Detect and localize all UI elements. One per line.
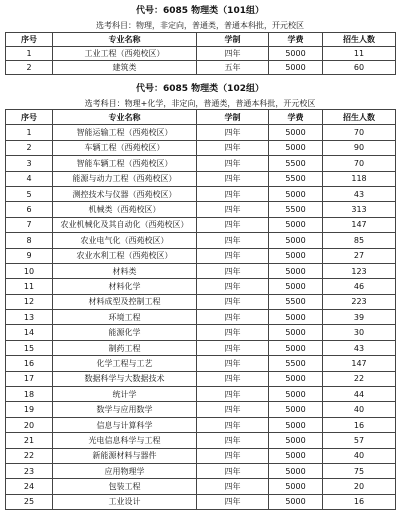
cell-index: 12 [6, 294, 53, 309]
cell-duration: 四年 [197, 233, 269, 248]
table-row [6, 371, 396, 386]
header-major: 专业名称 [53, 110, 197, 125]
cell-index: 10 [6, 263, 53, 278]
cell-duration: 四年 [197, 494, 269, 509]
cell-enrollment: 147 [323, 217, 396, 232]
table-row [6, 156, 396, 171]
cell-enrollment: 70 [323, 156, 396, 171]
cell-duration: 四年 [197, 140, 269, 155]
table-row [6, 140, 396, 155]
cell-major: 数据科学与大数据技术 [53, 371, 197, 386]
cell-tuition: 5000 [269, 233, 323, 248]
cell-major: 材料化学 [53, 279, 197, 294]
cell-enrollment: 16 [323, 417, 396, 432]
cell-enrollment: 30 [323, 325, 396, 340]
table-row [6, 494, 396, 509]
table-row [6, 433, 396, 448]
cell-enrollment: 57 [323, 433, 396, 448]
cell-duration: 四年 [197, 47, 269, 61]
cell-duration: 四年 [197, 417, 269, 432]
cell-enrollment: 313 [323, 202, 396, 217]
section-102-table [5, 109, 396, 510]
cell-index: 15 [6, 340, 53, 355]
cell-tuition: 5500 [269, 171, 323, 186]
cell-index: 1 [6, 125, 53, 140]
cell-enrollment: 90 [323, 140, 396, 155]
cell-duration: 四年 [197, 463, 269, 478]
cell-major: 数学与应用数学 [53, 402, 197, 417]
cell-tuition: 5000 [269, 125, 323, 140]
cell-index: 2 [6, 61, 53, 75]
table-row [6, 294, 396, 309]
table-header-row [6, 110, 396, 125]
section-101-title: 代号：6085 物理类（101组） [136, 6, 264, 16]
cell-duration: 四年 [197, 310, 269, 325]
cell-duration: 四年 [197, 356, 269, 371]
header-index: 序号 [6, 33, 53, 47]
cell-duration: 四年 [197, 279, 269, 294]
cell-index: 2 [6, 140, 53, 155]
header-tuition: 学费 [269, 110, 323, 125]
cell-index: 7 [6, 217, 53, 232]
cell-duration: 四年 [197, 125, 269, 140]
cell-duration: 四年 [197, 202, 269, 217]
table-row [6, 217, 396, 232]
cell-major: 工业设计 [53, 494, 197, 509]
table-row [6, 402, 396, 417]
cell-duration: 四年 [197, 371, 269, 386]
cell-duration: 四年 [197, 402, 269, 417]
section-102-subtitle: 选考科目：物理+化学，非定向，普通类，普通本科批，开元校区 [84, 99, 316, 108]
table-row [6, 448, 396, 463]
cell-major: 车辆工程（西苑校区） [53, 140, 197, 155]
cell-tuition: 5000 [269, 479, 323, 494]
cell-index: 13 [6, 310, 53, 325]
cell-index: 17 [6, 371, 53, 386]
cell-index: 16 [6, 356, 53, 371]
cell-index: 14 [6, 325, 53, 340]
cell-index: 8 [6, 233, 53, 248]
header-duration: 学制 [197, 33, 269, 47]
cell-index: 3 [6, 156, 53, 171]
cell-tuition: 5000 [269, 186, 323, 201]
header-index: 序号 [6, 110, 53, 125]
cell-major: 新能源材料与器件 [53, 448, 197, 463]
cell-tuition: 5000 [269, 387, 323, 402]
cell-tuition: 5000 [269, 279, 323, 294]
section-102-title: 代号：6085 物理类（102组） [136, 84, 264, 94]
cell-duration: 四年 [197, 448, 269, 463]
cell-enrollment: 20 [323, 479, 396, 494]
cell-major: 光电信息科学与工程 [53, 433, 197, 448]
cell-major: 材料类 [53, 263, 197, 278]
cell-major: 制药工程 [53, 340, 197, 355]
cell-index: 18 [6, 387, 53, 402]
cell-major: 工业工程（西苑校区） [53, 47, 197, 61]
cell-enrollment: 123 [323, 263, 396, 278]
header-enrollment: 招生人数 [323, 33, 396, 47]
cell-tuition: 5000 [269, 140, 323, 155]
cell-major: 能源化学 [53, 325, 197, 340]
cell-major: 环境工程 [53, 310, 197, 325]
cell-tuition: 5500 [269, 156, 323, 171]
cell-major: 农业电气化（西苑校区） [53, 233, 197, 248]
table-header-row [6, 33, 396, 47]
header-major: 专业名称 [53, 33, 197, 47]
cell-tuition: 5000 [269, 463, 323, 478]
table-row [6, 387, 396, 402]
cell-tuition: 5000 [269, 371, 323, 386]
cell-tuition: 5000 [269, 325, 323, 340]
cell-tuition: 5500 [269, 202, 323, 217]
cell-index: 24 [6, 479, 53, 494]
cell-major: 应用物理学 [53, 463, 197, 478]
cell-duration: 四年 [197, 263, 269, 278]
cell-enrollment: 46 [323, 279, 396, 294]
cell-tuition: 5000 [269, 263, 323, 278]
cell-tuition: 5000 [269, 310, 323, 325]
cell-duration: 五年 [197, 61, 269, 75]
cell-major: 能源与动力工程（西苑校区） [53, 171, 197, 186]
cell-index: 19 [6, 402, 53, 417]
cell-index: 6 [6, 202, 53, 217]
cell-enrollment: 39 [323, 310, 396, 325]
cell-enrollment: 70 [323, 125, 396, 140]
cell-tuition: 5000 [269, 248, 323, 263]
cell-major: 建筑类 [53, 61, 197, 75]
cell-index: 4 [6, 171, 53, 186]
cell-index: 9 [6, 248, 53, 263]
cell-index: 11 [6, 279, 53, 294]
cell-enrollment: 11 [323, 47, 396, 61]
cell-enrollment: 147 [323, 356, 396, 371]
cell-duration: 四年 [197, 248, 269, 263]
table-row [6, 233, 396, 248]
table-row [6, 279, 396, 294]
cell-tuition: 5000 [269, 47, 323, 61]
cell-enrollment: 16 [323, 494, 396, 509]
table-row [6, 463, 396, 478]
cell-duration: 四年 [197, 479, 269, 494]
cell-duration: 四年 [197, 171, 269, 186]
cell-tuition: 5000 [269, 402, 323, 417]
cell-tuition: 5500 [269, 356, 323, 371]
table-row [6, 186, 396, 201]
cell-enrollment: 22 [323, 371, 396, 386]
cell-tuition: 5500 [269, 294, 323, 309]
section-102-header [0, 75, 400, 109]
cell-duration: 四年 [197, 340, 269, 355]
cell-duration: 四年 [197, 433, 269, 448]
table-row [6, 479, 396, 494]
table-row [6, 248, 396, 263]
table-row [6, 263, 396, 278]
table-row [6, 340, 396, 355]
table-row [6, 125, 396, 140]
cell-enrollment: 27 [323, 248, 396, 263]
cell-index: 5 [6, 186, 53, 201]
cell-major: 信息与计算科学 [53, 417, 197, 432]
cell-major: 智能车辆工程（西苑校区） [53, 156, 197, 171]
cell-duration: 四年 [197, 156, 269, 171]
cell-enrollment: 44 [323, 387, 396, 402]
cell-major: 测控技术与仪器（西苑校区） [53, 186, 197, 201]
section-101-header [0, 0, 400, 32]
cell-tuition: 5000 [269, 448, 323, 463]
cell-enrollment: 40 [323, 402, 396, 417]
table-row [6, 356, 396, 371]
cell-major: 化学工程与工艺 [53, 356, 197, 371]
cell-duration: 四年 [197, 217, 269, 232]
table-row [6, 325, 396, 340]
table-row [6, 202, 396, 217]
cell-enrollment: 60 [323, 61, 396, 75]
section-101-table [5, 32, 396, 75]
cell-enrollment: 75 [323, 463, 396, 478]
cell-tuition: 5000 [269, 217, 323, 232]
header-enrollment: 招生人数 [323, 110, 396, 125]
section-101-subtitle: 选考科目：物理，非定向，普通类，普通本科批，开元校区 [96, 21, 304, 30]
table-row [6, 171, 396, 186]
cell-index: 21 [6, 433, 53, 448]
cell-major: 统计学 [53, 387, 197, 402]
cell-major: 包装工程 [53, 479, 197, 494]
table-row [6, 417, 396, 432]
cell-index: 22 [6, 448, 53, 463]
cell-duration: 四年 [197, 325, 269, 340]
cell-index: 20 [6, 417, 53, 432]
cell-tuition: 5000 [269, 417, 323, 432]
cell-major: 农业机械化及其自动化（西苑校区） [53, 217, 197, 232]
cell-major: 材料成型及控制工程 [53, 294, 197, 309]
cell-enrollment: 118 [323, 171, 396, 186]
cell-duration: 四年 [197, 294, 269, 309]
cell-major: 智能运输工程（西苑校区） [53, 125, 197, 140]
cell-tuition: 5000 [269, 340, 323, 355]
cell-tuition: 5000 [269, 61, 323, 75]
table-row [6, 47, 396, 61]
header-duration: 学制 [197, 110, 269, 125]
cell-index: 23 [6, 463, 53, 478]
cell-enrollment: 223 [323, 294, 396, 309]
cell-enrollment: 85 [323, 233, 396, 248]
cell-duration: 四年 [197, 387, 269, 402]
cell-enrollment: 40 [323, 448, 396, 463]
cell-enrollment: 43 [323, 340, 396, 355]
cell-tuition: 5000 [269, 494, 323, 509]
cell-index: 25 [6, 494, 53, 509]
cell-tuition: 5000 [269, 433, 323, 448]
cell-major: 农业水利工程（西苑校区） [53, 248, 197, 263]
header-tuition: 学费 [269, 33, 323, 47]
cell-enrollment: 43 [323, 186, 396, 201]
table-row [6, 61, 396, 75]
cell-duration: 四年 [197, 186, 269, 201]
table-row [6, 310, 396, 325]
cell-major: 机械类（西苑校区） [53, 202, 197, 217]
cell-index: 1 [6, 47, 53, 61]
